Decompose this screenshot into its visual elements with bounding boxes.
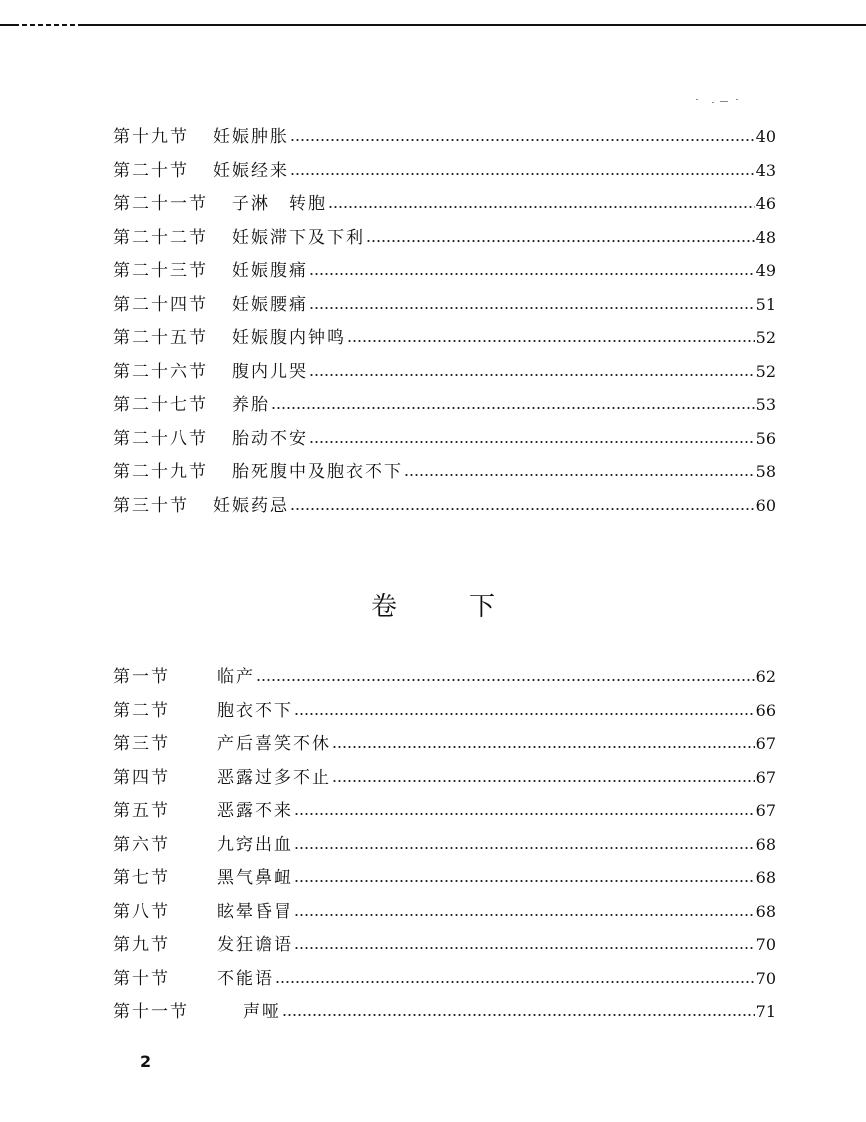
dot-leader	[290, 166, 755, 176]
toc-entry[interactable]	[113, 897, 776, 931]
page-ref: 66	[755, 700, 776, 720]
page-ref: 68	[755, 868, 776, 887]
section-number: 第六节	[113, 834, 170, 855]
header-rule	[0, 24, 866, 26]
section-number: 第二十一节	[113, 194, 208, 214]
page-ref: 58	[755, 462, 776, 481]
page-ref: 40	[755, 127, 776, 146]
section-title: 产后喜笑不休	[217, 734, 331, 754]
dot-leader	[294, 940, 755, 950]
toc-entry[interactable]	[113, 323, 776, 357]
page-ref: 70	[755, 968, 776, 988]
page-ref: 49	[755, 261, 776, 280]
section-number: 第十九节	[113, 127, 189, 147]
section-title: 黑气鼻衄	[217, 868, 293, 888]
section-number: 第二十八节	[113, 428, 208, 449]
dot-leader	[366, 233, 755, 243]
page-ref: 52	[755, 361, 776, 381]
page-ref: 67	[755, 734, 776, 753]
toc-entry[interactable]	[113, 424, 776, 458]
dot-leader	[404, 467, 755, 477]
section-title: 妊娠经来	[213, 160, 289, 181]
section-number: 第八节	[113, 901, 170, 922]
section-number: 第二十九节	[113, 462, 208, 482]
dot-leader	[294, 907, 755, 917]
dot-leader	[309, 434, 755, 444]
page-ref: 67	[755, 767, 776, 787]
toc-entry[interactable]	[113, 122, 776, 156]
section-title: 胞衣不下	[217, 700, 293, 721]
section-number: 第三节	[113, 734, 170, 754]
toc-entry[interactable]	[113, 830, 776, 864]
toc-entry[interactable]	[113, 696, 776, 730]
section-number: 第三十节	[113, 495, 189, 516]
page-ref: 71	[755, 1002, 776, 1021]
dot-leader	[290, 501, 755, 511]
page-ref: 67	[755, 801, 776, 820]
section-title: 恶露不来	[217, 801, 293, 821]
toc-entry[interactable]	[113, 662, 776, 696]
dot-leader	[294, 840, 755, 850]
page-ref: 62	[755, 667, 776, 686]
section-number: 第二十节	[113, 160, 189, 181]
toc-entry[interactable]	[113, 189, 776, 223]
toc-entry[interactable]	[113, 256, 776, 290]
page-ref: 52	[755, 328, 776, 347]
toc-entry[interactable]	[113, 156, 776, 190]
section-title: 九窍出血	[217, 834, 293, 855]
toc-entry[interactable]	[113, 729, 776, 763]
toc-entry[interactable]	[113, 290, 776, 324]
dot-leader	[309, 367, 755, 377]
section-number: 第二十二节	[113, 227, 208, 248]
toc-entry[interactable]	[113, 763, 776, 797]
page-ref: 46	[755, 194, 776, 213]
section-title: 胎死腹中及胞衣不下	[232, 462, 403, 482]
section-number: 第二节	[113, 700, 170, 721]
page-ref: 43	[755, 160, 776, 180]
section-number: 第二十七节	[113, 395, 208, 415]
dot-leader	[282, 1007, 755, 1017]
toc-entry[interactable]	[113, 863, 776, 897]
section-title: 发狂谵语	[217, 935, 293, 955]
section-number: 第十节	[113, 968, 170, 989]
section-number: 第四节	[113, 767, 170, 788]
dot-leader	[275, 974, 755, 984]
toc-upper-section	[113, 122, 776, 524]
toc-entry[interactable]	[113, 964, 776, 998]
section-title: 妊娠腹内钟鸣	[232, 328, 346, 348]
dot-leader	[294, 806, 755, 816]
page-ref: 48	[755, 227, 776, 247]
toc-entry[interactable]	[113, 997, 776, 1031]
dot-leader	[271, 400, 755, 410]
dot-leader	[256, 672, 755, 682]
section-title: 眩晕昏冒	[217, 901, 293, 922]
page-number: 2	[140, 1052, 152, 1071]
dot-leader	[328, 199, 755, 209]
page-ref: 60	[755, 495, 776, 515]
section-title: 声哑	[243, 1002, 281, 1022]
toc-lower-section	[113, 662, 776, 1031]
dot-leader	[347, 333, 755, 343]
page-ref: 70	[755, 935, 776, 954]
toc-entry[interactable]	[113, 223, 776, 257]
section-number: 第七节	[113, 868, 170, 888]
section-number: 第二十三节	[113, 261, 208, 281]
page-ref: 68	[755, 834, 776, 854]
section-title: 胎动不安	[232, 428, 308, 449]
volume-heading-left: 卷	[370, 592, 397, 622]
page-ref: 53	[755, 395, 776, 414]
section-title: 妊娠肿胀	[213, 127, 289, 147]
dot-leader	[290, 132, 755, 142]
section-number: 第二十六节	[113, 361, 208, 382]
section-title: 不能语	[217, 968, 274, 989]
volume-heading-right: 下	[469, 592, 496, 622]
dot-leader	[309, 266, 755, 276]
dot-leader	[294, 873, 755, 883]
section-title: 妊娠腰痛	[232, 294, 308, 315]
section-number: 第十一节	[113, 1002, 189, 1022]
section-title: 妊娠药忌	[213, 495, 289, 516]
section-title: 恶露过多不止	[217, 767, 331, 788]
section-title: 妊娠滞下及下利	[232, 227, 365, 248]
section-number: 第二十五节	[113, 328, 208, 348]
page-ref: 68	[755, 901, 776, 921]
toc-entry[interactable]	[113, 491, 776, 525]
section-title: 妊娠腹痛	[232, 261, 308, 281]
dot-leader	[294, 706, 755, 716]
header-rule-fragment	[14, 24, 80, 26]
page-ref: 56	[755, 428, 776, 448]
section-number: 第九节	[113, 935, 170, 955]
dot-leader	[309, 300, 755, 310]
page-ref: 51	[755, 294, 776, 314]
dot-leader	[332, 739, 755, 749]
section-number: 第一节	[113, 667, 170, 687]
section-number: 第二十四节	[113, 294, 208, 315]
section-number: 第五节	[113, 801, 170, 821]
volume-heading	[0, 586, 866, 623]
toc-entry[interactable]	[113, 357, 776, 391]
dot-leader	[332, 773, 755, 783]
section-title: 腹内儿哭	[232, 361, 308, 382]
toc-entry[interactable]	[113, 457, 776, 491]
section-title: 养胎	[232, 395, 270, 415]
scan-marks	[696, 99, 756, 105]
toc-entry[interactable]	[113, 796, 776, 830]
section-title: 临产	[217, 667, 255, 687]
toc-entry[interactable]	[113, 930, 776, 964]
section-title: 子淋 转胞	[232, 194, 327, 214]
toc-entry[interactable]	[113, 390, 776, 424]
